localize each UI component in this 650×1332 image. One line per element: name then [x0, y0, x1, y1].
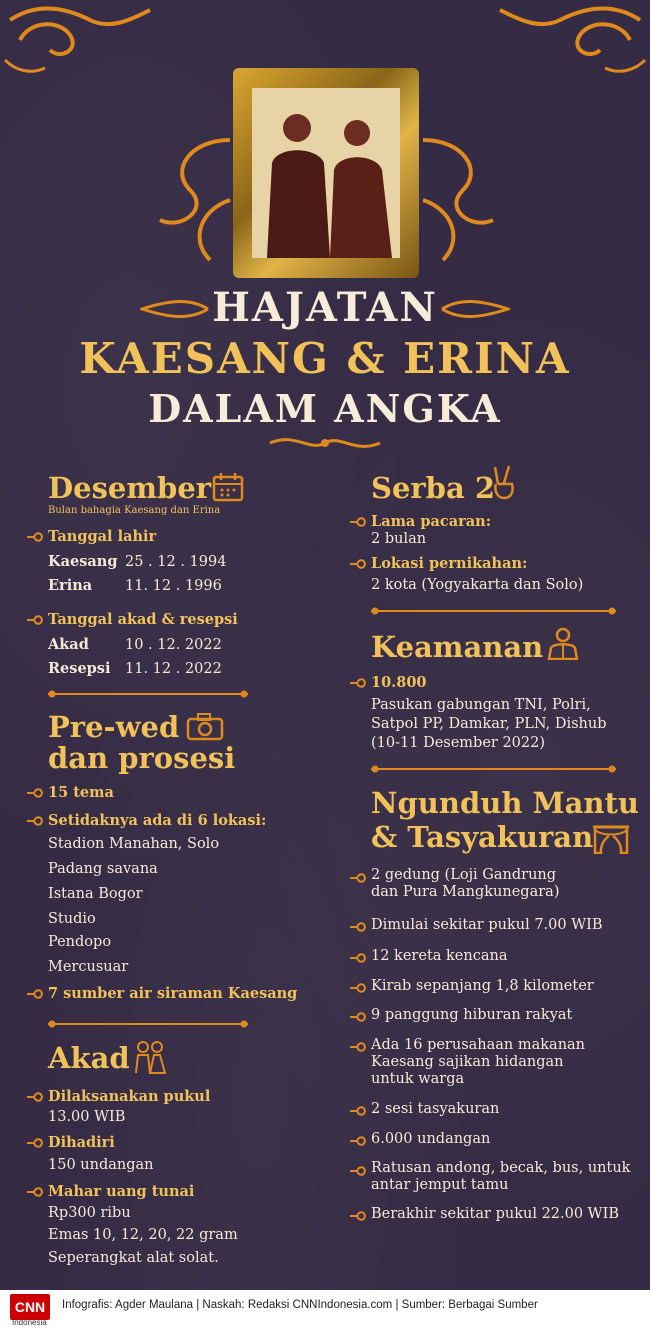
bullet-icon — [26, 988, 44, 1000]
section-subtitle-desember: Bulan bahagia Kaesang dan Erina — [48, 505, 221, 516]
section-title-prewed: Pre-wed — [48, 710, 180, 744]
divider — [48, 689, 248, 699]
bullet-icon — [349, 1135, 367, 1147]
serba2-lokasi-value: 2 kota (Yogyakarta dan Solo) — [371, 577, 584, 593]
serba2-pacaran-label: Lama pacaran: — [371, 513, 492, 530]
ngunduh-item: untuk warga — [371, 1071, 465, 1087]
prewed-lokasi-item: Stadion Manahan, Solo — [48, 836, 220, 852]
keamanan-jumlah: 10.800 — [371, 674, 427, 691]
ngunduh-item: 2 sesi tasyakuran — [371, 1101, 500, 1117]
footer — [0, 1290, 650, 1332]
section-title-prosesi: dan prosesi — [48, 741, 236, 775]
akad-mahar-item: Seperangkat alat solat. — [48, 1250, 219, 1266]
prewed-siraman: 7 sumber air siraman Kaesang — [48, 985, 298, 1002]
serba2-lokasi-label: Lokasi pernikahan: — [371, 555, 528, 572]
calendar-icon — [212, 472, 244, 502]
name-kaesang: Kaesang — [48, 553, 118, 570]
date-erina: 11. 12 . 1996 — [125, 578, 222, 594]
section-title-tasyakuran: & Tasyakuran — [371, 820, 594, 854]
camera-icon — [186, 713, 224, 741]
bullet-icon — [349, 952, 367, 964]
divider — [48, 1019, 248, 1029]
ornament-top-right — [480, 0, 650, 90]
prewed-tema: 15 tema — [48, 784, 114, 801]
name-akad: Akad — [48, 636, 89, 653]
couple-icon — [134, 1040, 166, 1074]
section-title-ngunduh: Ngunduh Mantu — [371, 786, 639, 820]
akad-dilaksanakan-value: 13.00 WIB — [48, 1109, 126, 1125]
bullet-icon — [26, 531, 44, 543]
label-tanggal-lahir: Tanggal lahir — [48, 528, 157, 545]
prewed-lokasi-item: Studio — [48, 911, 96, 927]
ngunduh-item: 9 panggung hiburan rakyat — [371, 1007, 573, 1023]
ngunduh-item: 12 kereta kencana — [371, 948, 508, 964]
bullet-icon — [26, 1137, 44, 1149]
prewed-lokasi-item: Pendopo — [48, 934, 112, 950]
bullet-icon — [26, 614, 44, 626]
bullet-icon — [349, 1041, 367, 1053]
footer-credit: Infografis: Agder Maulana | Naskah: Redaksi CNNIndonesia.com | Sumber: Berbagai Sumber — [62, 1299, 538, 1311]
date-akad: 10 . 12. 2022 — [125, 637, 222, 653]
title-line-3: DALAM ANGKA — [148, 386, 502, 431]
ngunduh-item: Dimulai sekitar pukul 7.00 WIB — [371, 917, 603, 933]
ornament-frame-right — [418, 130, 503, 270]
bullet-icon — [349, 558, 367, 570]
bullet-icon — [349, 1210, 367, 1222]
section-title-serba2: Serba 2 — [371, 471, 496, 505]
stage-curtain-icon — [592, 824, 630, 854]
date-resepsi: 11. 12 . 2022 — [125, 661, 222, 677]
keamanan-desc: Pasukan gabungan TNI, Polri, — [371, 697, 591, 713]
security-person-icon — [546, 626, 580, 660]
ngunduh-item: Ratusan andong, becak, bus, untuk — [371, 1160, 631, 1176]
ngunduh-item: Kirab sepanjang 1,8 kilometer — [371, 978, 594, 994]
label-tanggal-akad: Tanggal akad & resepsi — [48, 611, 238, 628]
keamanan-desc: Satpol PP, Damkar, PLN, Dishub — [371, 716, 607, 732]
bullet-icon — [349, 516, 367, 528]
ngunduh-item: Berakhir sekitar pukul 22.00 WIB — [371, 1206, 619, 1222]
section-title-keamanan: Keamanan — [371, 630, 544, 664]
cnn-logo-sub: Indonesia — [12, 1318, 47, 1327]
bullet-icon — [349, 1165, 367, 1177]
section-title-desember: Desember — [48, 471, 212, 505]
peace-hand-icon — [492, 464, 516, 500]
bullet-icon — [26, 1091, 44, 1103]
cnn-logo: CNN — [10, 1294, 50, 1320]
title-ornament-bottom — [265, 432, 385, 454]
akad-dilaksanakan-label: Dilaksanakan pukul — [48, 1088, 211, 1105]
ngunduh-item: Ada 16 perusahaan makanan — [371, 1037, 586, 1053]
title-line-1: HAJATAN — [212, 284, 438, 331]
akad-dihadiri-label: Dihadiri — [48, 1134, 115, 1151]
prewed-lokasi-item: Padang savana — [48, 861, 158, 877]
couple-photo — [252, 88, 400, 258]
ornament-frame-left — [150, 130, 235, 270]
bullet-icon — [349, 982, 367, 994]
bullet-icon — [349, 1011, 367, 1023]
ngunduh-item: 6.000 undangan — [371, 1131, 491, 1147]
title-line-2: KAESANG & ERINA — [79, 334, 571, 383]
name-erina: Erina — [48, 577, 93, 594]
bullet-icon — [349, 872, 367, 884]
ornament-top-left — [0, 0, 170, 90]
prewed-lokasi-item: Istana Bogor — [48, 886, 143, 902]
date-kaesang: 25 . 12 . 1994 — [125, 554, 227, 570]
bullet-icon — [26, 815, 44, 827]
akad-dihadiri-value: 150 undangan — [48, 1157, 154, 1173]
prewed-lokasi-item: Mercusuar — [48, 959, 129, 975]
akad-mahar-item: Emas 10, 12, 20, 22 gram — [48, 1227, 238, 1243]
prewed-lokasi-label: Setidaknya ada di 6 lokasi: — [48, 812, 267, 829]
name-resepsi: Resepsi — [48, 660, 111, 677]
ngunduh-item: antar jemput tamu — [371, 1177, 509, 1193]
ngunduh-item: 2 gedung (Loji Gandrung — [371, 867, 557, 883]
ngunduh-item: dan Pura Mangkunegara) — [371, 884, 560, 900]
akad-mahar-label: Mahar uang tunai — [48, 1183, 195, 1200]
bullet-icon — [26, 1186, 44, 1198]
bullet-icon — [349, 921, 367, 933]
keamanan-desc: (10-11 Desember 2022) — [371, 735, 546, 751]
bullet-icon — [349, 677, 367, 689]
divider — [371, 606, 616, 616]
section-title-akad: Akad — [48, 1041, 130, 1075]
akad-mahar-item: Rp300 ribu — [48, 1205, 131, 1221]
bullet-icon — [26, 787, 44, 799]
serba2-pacaran-value: 2 bulan — [371, 531, 427, 547]
divider — [371, 764, 616, 774]
bullet-icon — [349, 1105, 367, 1117]
ngunduh-item: Kaesang sajikan hidangan — [371, 1054, 564, 1070]
